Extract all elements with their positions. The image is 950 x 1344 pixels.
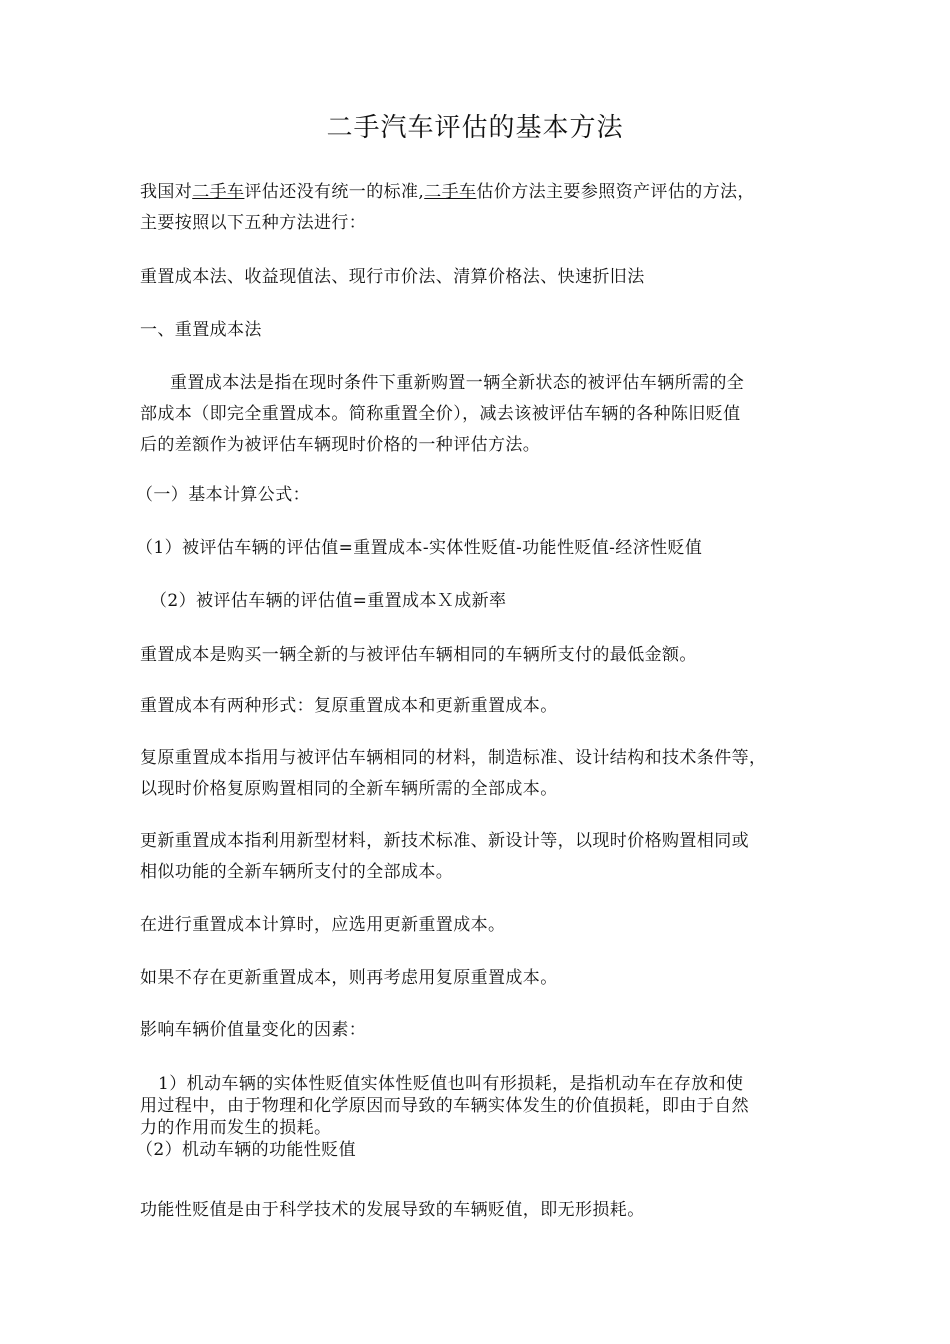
- paragraph-two-forms: 重置成本有两种形式：复原重置成本和更新重置成本。: [140, 696, 558, 716]
- paragraph-functional-depreciation: 功能性贬值是由于科学技术的发展导致的车辆贬值，即无形损耗。: [140, 1200, 645, 1220]
- formula-2: （2）被评估车辆的评估值=重置成本Ｘ成新率: [150, 591, 507, 611]
- paragraph-fallback: 如果不存在更新重置成本，则再考虑用复原重置成本。: [140, 968, 558, 988]
- used-car-link-1[interactable]: 二手车: [192, 182, 245, 202]
- intro-text-1: 我国对: [140, 182, 193, 202]
- paragraph-factors: 影响车辆价值量变化的因素：: [140, 1020, 367, 1040]
- used-car-link-2[interactable]: 二手车: [424, 182, 477, 202]
- formula-heading: （一）基本计算公式：: [136, 485, 310, 505]
- paragraph-use-updated: 在进行重置成本计算时，应选用更新重置成本。: [140, 915, 506, 935]
- intro-line-1: [140, 177, 820, 208]
- intro-text-3: 估价方法主要参照资产评估的方法，: [476, 182, 755, 202]
- section-heading-1: 一、重置成本法: [140, 320, 262, 340]
- updated-line-1: 更新重置成本指利用新型材料，新技术标准、新设计等，以现时价格购置相同或: [140, 831, 749, 851]
- methods-list: 重置成本法、收益现值法、现行市价法、清算价格法、快速折旧法: [140, 267, 645, 287]
- definition-paragraph: [140, 368, 820, 461]
- reproduction-line-1: 复原重置成本指用与被评估车辆相同的材料，制造标准、设计结构和技术条件等，: [140, 748, 767, 768]
- physical-line-2: 用过程中，由于物理和化学原因而导致的车辆实体发生的价值损耗，即由于自然: [140, 1096, 749, 1116]
- definition-line-3: 后的差额作为被评估车辆现时价格的一种评估方法。: [140, 435, 541, 455]
- paragraph-replacement-cost: 重置成本是购买一辆全新的与被评估车辆相同的车辆所支付的最低金额。: [140, 645, 697, 665]
- physical-line-1: 1）机动车辆的实体性贬值实体性贬值也叫有形损耗，是指机动车在存放和使: [158, 1074, 744, 1094]
- functional-heading: （2）机动车辆的功能性贬值: [136, 1140, 357, 1160]
- updated-line-2: 相似功能的全新车辆所支付的全部成本。: [140, 862, 454, 882]
- intro-paragraph: [140, 177, 820, 239]
- paragraph-physical-depreciation: [136, 1073, 820, 1161]
- formula-1: （1）被评估车辆的评估值=重置成本-实体性贬值-功能性贬值-经济性贬值: [136, 538, 703, 558]
- reproduction-line-2: 以现时价格复原购置相同的全新车辆所需的全部成本。: [140, 779, 558, 799]
- paragraph-updated-cost: [140, 826, 820, 888]
- page-title: 二手汽车评估的基本方法: [326, 113, 624, 143]
- definition-line-1: 重置成本法是指在现时条件下重新购置一辆全新状态的被评估车辆所需的全: [170, 373, 745, 393]
- paragraph-reproduction-cost: [140, 743, 820, 805]
- definition-line-2: 部成本（即完全重置成本。简称重置全价），减去该被评估车辆的各种陈旧贬值: [140, 404, 741, 424]
- intro-line-2: 主要按照以下五种方法进行：: [140, 213, 367, 233]
- intro-text-2: 评估还没有统一的标准,: [244, 182, 425, 202]
- physical-line-3: 力的作用而发生的损耗。: [140, 1118, 332, 1138]
